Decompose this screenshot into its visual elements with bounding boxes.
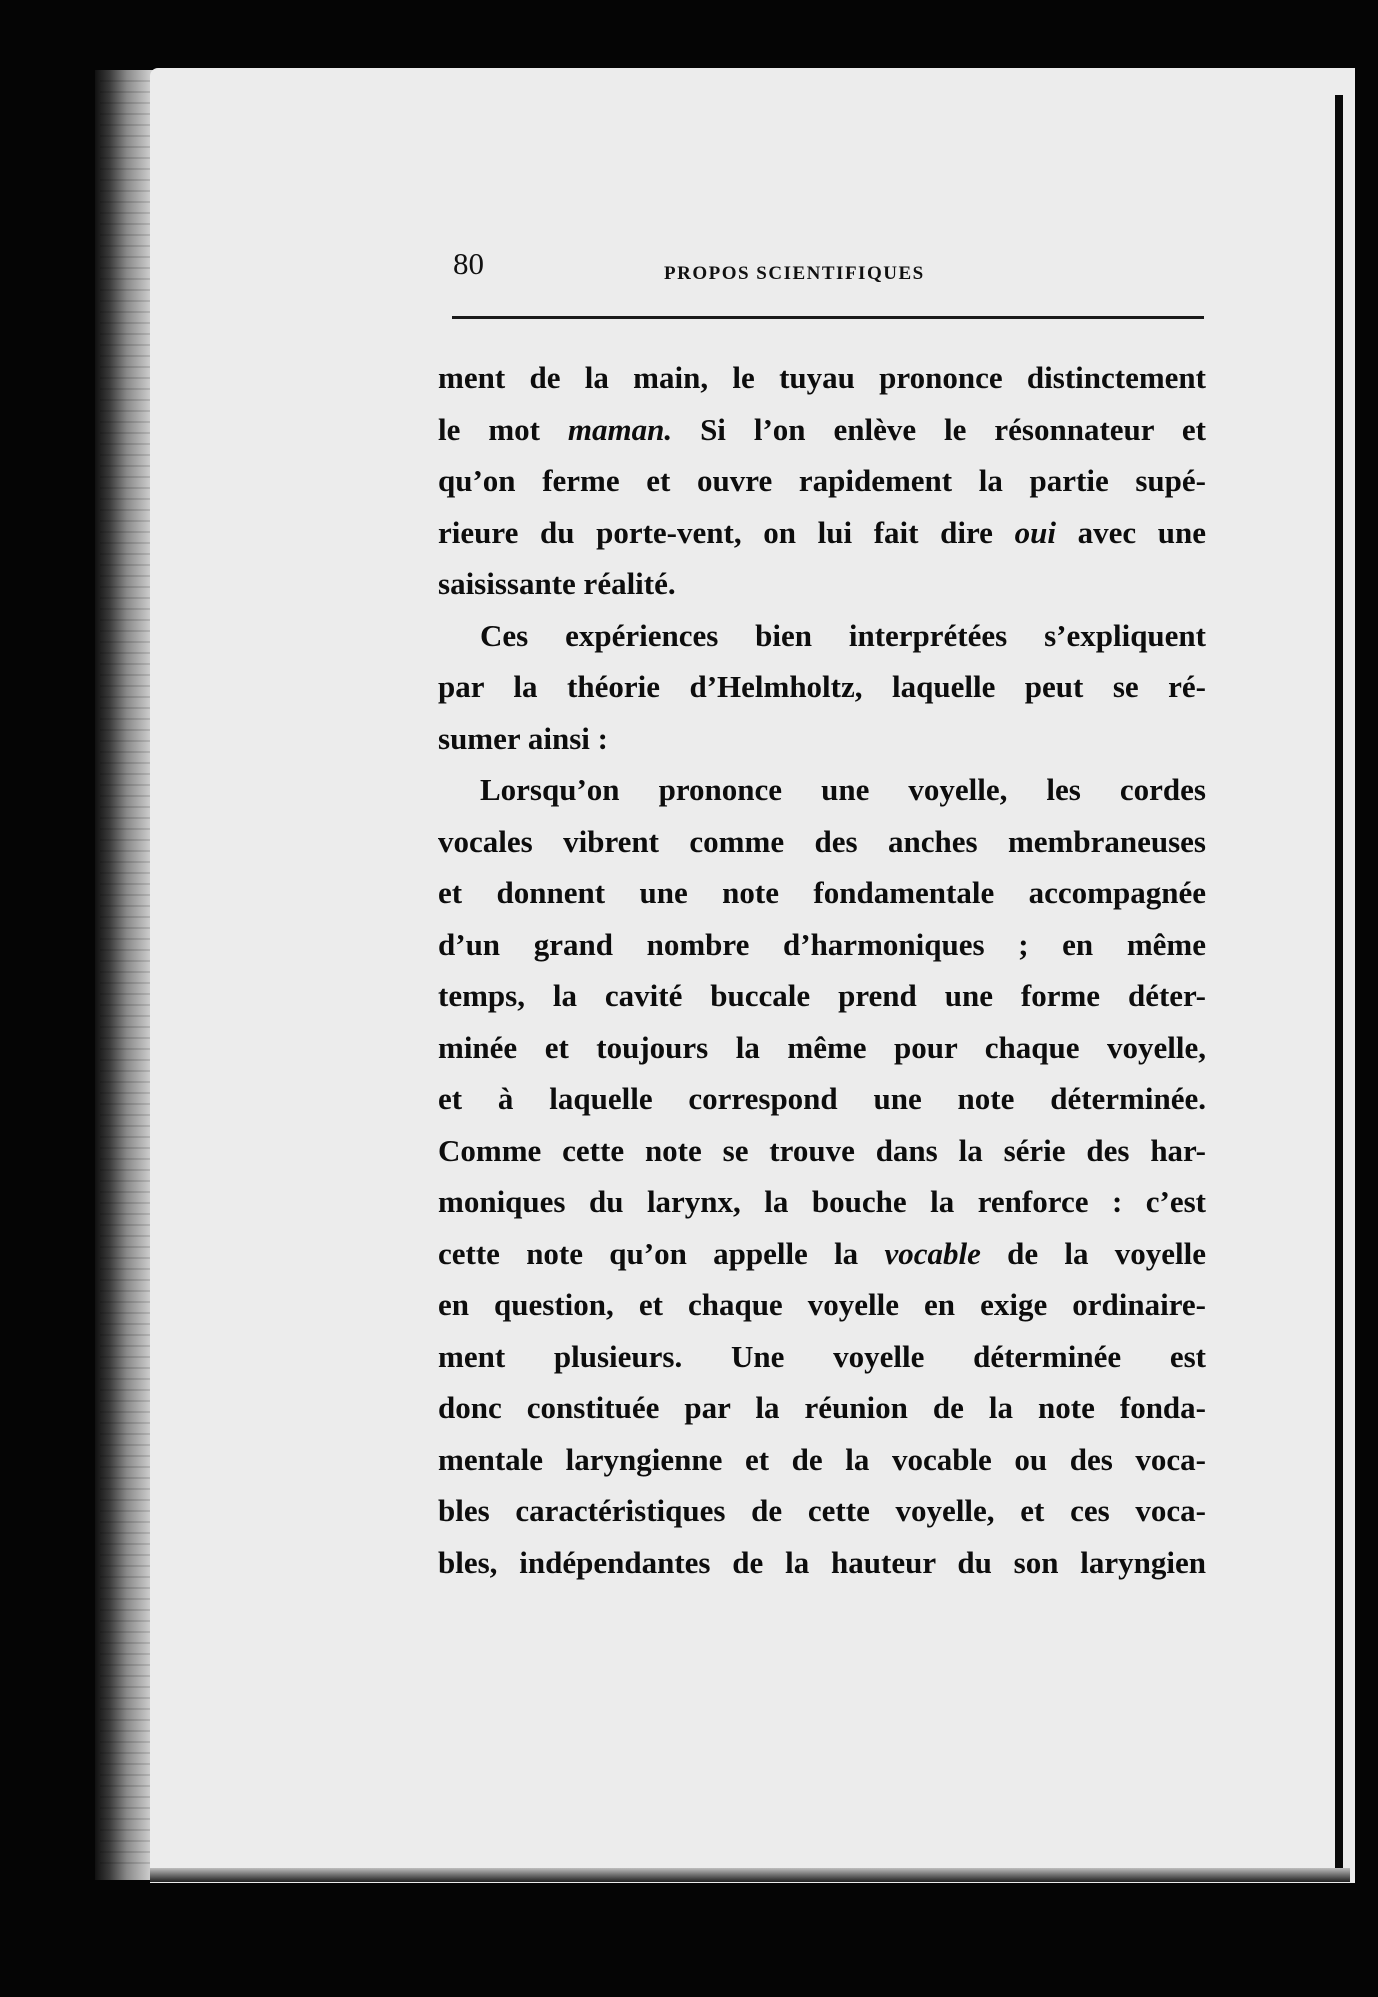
text-line: et donnent une note fondamentale accompagnée: [438, 875, 1206, 910]
header-rule: [452, 316, 1204, 319]
text-line: Comme cette note se trouve dans la série des har-: [438, 1132, 1206, 1168]
page-right-edge: [1335, 95, 1343, 1880]
text-line: et à laquelle correspond une note déterminée.: [438, 1081, 1206, 1116]
italic-word: oui: [1014, 514, 1056, 550]
page-bottom-edge: [150, 1868, 1350, 1882]
text-line: saisissante réalité.: [438, 566, 676, 601]
text-line: par la théorie d’Helmholtz, laquelle peut se ré-: [438, 669, 1206, 704]
text-run: Si l’on enlève le résonnateur et: [672, 411, 1206, 447]
italic-word: vocable: [884, 1235, 981, 1271]
body-text: [438, 352, 1206, 1588]
text-line: Lorsqu’on prononce une voyelle, les cordes: [480, 772, 1206, 807]
text-line: [438, 507, 1206, 559]
text-line: moniques du larynx, la bouche la renforce : c’est: [438, 1184, 1206, 1219]
page-header: [453, 246, 1207, 286]
text-line: donc constituée par la réunion de la note fonda-: [438, 1390, 1206, 1425]
text-line: bles, indépendantes de la hauteur du son laryngien: [438, 1544, 1206, 1580]
text-line: [438, 404, 1206, 456]
text-line: bles caractéristiques de cette voyelle, et ces voca-: [438, 1493, 1206, 1528]
page-number: 80: [453, 246, 484, 281]
text-run: le mot: [438, 411, 568, 447]
running-head: PROPOS SCIENTIFIQUES: [664, 263, 925, 284]
text-line: temps, la cavité buccale prend une forme déter-: [438, 978, 1206, 1013]
text-run: rieure du porte-vent, on lui fait dire: [438, 514, 1015, 550]
text-line: vocales vibrent comme des anches membraneuses: [438, 823, 1206, 859]
text-line: [438, 1228, 1206, 1280]
text-line: minée et toujours la même pour chaque voyelle,: [438, 1029, 1206, 1065]
text-line: Ces expériences bien interprétées s’expliquent: [480, 617, 1206, 653]
text-line: mentale laryngienne et de la vocable ou des voca-: [438, 1441, 1206, 1477]
text-line: en question, et chaque voyelle en exige ordinaire-: [438, 1287, 1206, 1322]
text-line: sumer ainsi :: [438, 720, 608, 756]
text-line: ment de la main, le tuyau prononce distinctement: [438, 360, 1206, 395]
text-run: de la voyelle: [980, 1235, 1206, 1271]
text-line: ment plusieurs. Une voyelle déterminée est: [438, 1338, 1206, 1374]
text-line: d’un grand nombre d’harmoniques ; en même: [438, 926, 1206, 962]
text-run: cette note qu’on appelle la: [438, 1235, 885, 1271]
italic-word: maman.: [567, 411, 673, 447]
text-run: avec une: [1055, 514, 1206, 550]
text-line: qu’on ferme et ouvre rapidement la partie supé-: [438, 463, 1206, 498]
